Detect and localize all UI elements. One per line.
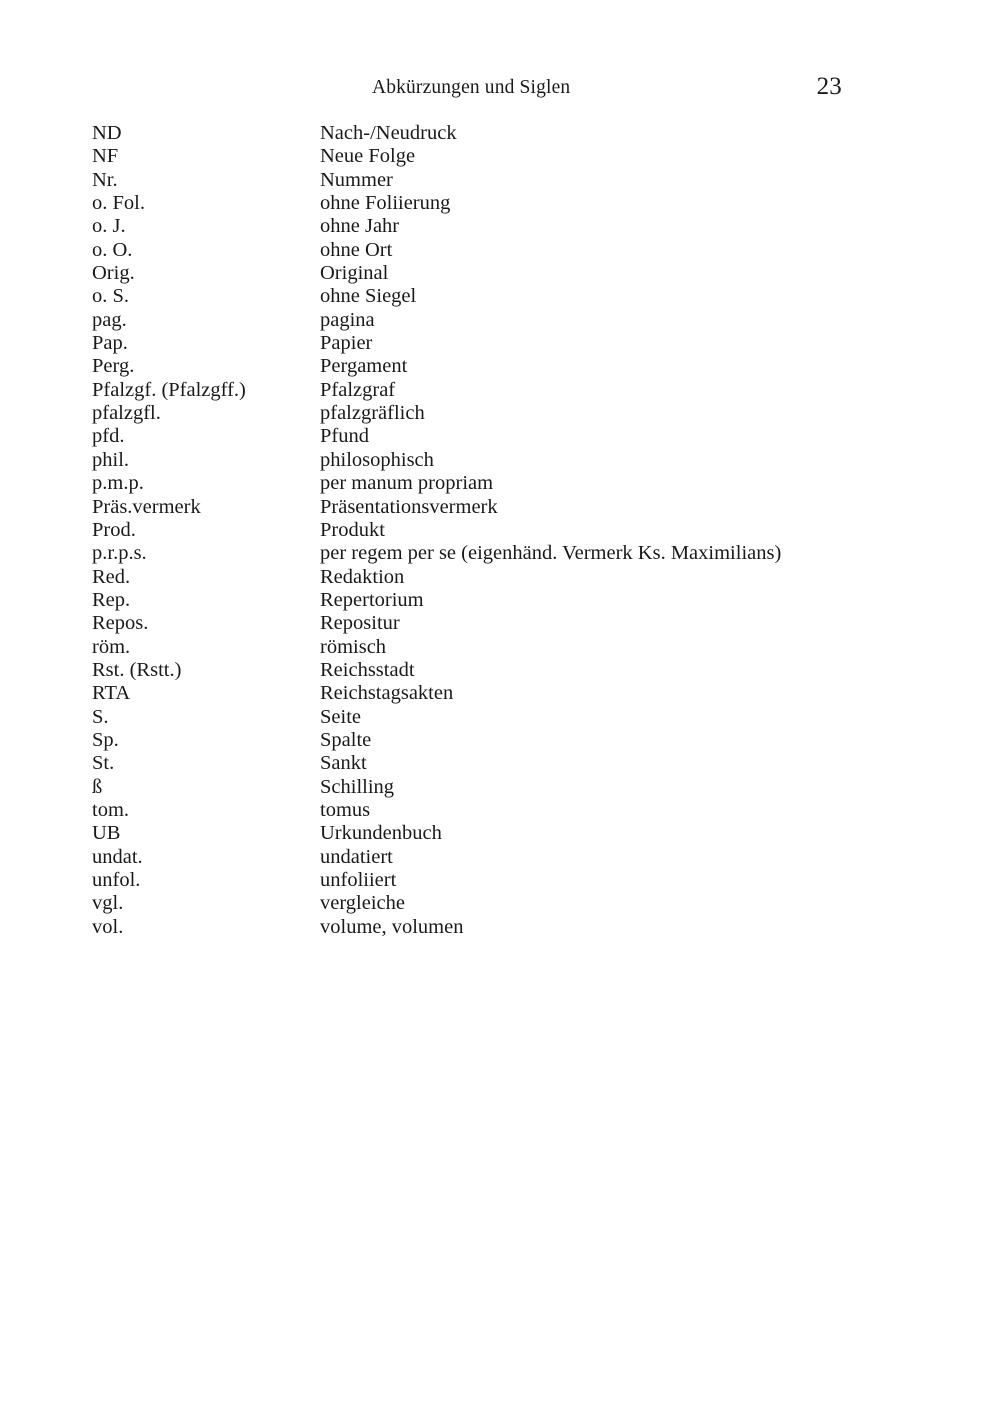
- abbreviation-term: o. Fol.: [92, 192, 145, 215]
- abbreviation-term: Sp.: [92, 728, 119, 751]
- abbreviation-definition: römisch: [320, 635, 387, 658]
- abbreviation-row: [92, 425, 922, 448]
- abbreviation-row: [92, 542, 922, 565]
- abbreviation-row: [92, 169, 922, 192]
- abbreviation-definition: Präsentationsvermerk: [320, 495, 498, 518]
- abbreviation-definition: pagina: [320, 308, 375, 331]
- running-head: [92, 73, 912, 105]
- abbreviation-definition: undatiert: [320, 845, 393, 868]
- abbreviation-term: S.: [92, 705, 109, 728]
- abbreviation-definition: vergleiche: [320, 892, 405, 915]
- abbreviation-term: ND: [92, 122, 122, 144]
- abbreviation-definition: ohne Siegel: [320, 285, 417, 308]
- abbreviation-term: Orig.: [92, 262, 135, 285]
- abbreviation-term: vol.: [92, 915, 124, 938]
- abbreviation-row: [92, 916, 922, 939]
- abbreviation-row: [92, 192, 922, 215]
- abbreviation-definition: Reichstagsakten: [320, 682, 454, 705]
- abbreviation-term: RTA: [92, 682, 131, 705]
- abbreviation-row: [92, 215, 922, 238]
- abbreviation-definition: per manum propriam: [320, 472, 494, 495]
- abbreviation-row: [92, 472, 922, 495]
- abbreviation-definition: Papier: [320, 332, 373, 355]
- abbreviation-term: Rst. (Rstt.): [92, 658, 182, 681]
- abbreviation-definition: pfalzgräflich: [320, 402, 425, 425]
- abbreviation-definition: Urkundenbuch: [320, 822, 442, 845]
- abbreviation-row: [92, 262, 922, 285]
- abbreviation-definition: volume, volumen: [320, 915, 464, 938]
- abbreviation-term: Rep.: [92, 588, 131, 611]
- abbreviation-row: [92, 355, 922, 378]
- abbreviation-term: Nr.: [92, 168, 118, 191]
- abbreviation-term: o. S.: [92, 285, 130, 308]
- abbreviation-row: [92, 379, 922, 402]
- abbreviation-term: St.: [92, 752, 115, 775]
- abbreviation-row: [92, 519, 922, 542]
- abbreviation-list: [92, 122, 922, 939]
- abbreviation-definition: Seite: [320, 705, 361, 728]
- abbreviation-row: [92, 566, 922, 589]
- abbreviation-row: [92, 589, 922, 612]
- abbreviation-definition: ohne Jahr: [320, 215, 400, 238]
- page-number: 23: [816, 73, 842, 100]
- abbreviation-term: Prod.: [92, 518, 136, 541]
- abbreviation-definition: tomus: [320, 798, 371, 821]
- abbreviation-term: o. O.: [92, 238, 133, 261]
- abbreviation-term: Red.: [92, 565, 131, 588]
- abbreviation-term: pfd.: [92, 425, 125, 448]
- abbreviation-definition: Produkt: [320, 518, 385, 541]
- abbreviation-term: NF: [92, 145, 119, 168]
- abbreviation-row: [92, 285, 922, 308]
- abbreviation-definition: Neue Folge: [320, 145, 416, 168]
- abbreviation-definition: philosophisch: [320, 448, 434, 471]
- abbreviation-row: [92, 332, 922, 355]
- abbreviation-definition: Repertorium: [320, 588, 424, 611]
- abbreviation-definition: Reichsstadt: [320, 658, 415, 681]
- abbreviation-term: phil.: [92, 448, 130, 471]
- abbreviation-definition: Schilling: [320, 775, 395, 798]
- abbreviation-row: [92, 776, 922, 799]
- abbreviation-term: pfalzgfl.: [92, 402, 161, 425]
- abbreviation-definition: ohne Ort: [320, 238, 393, 261]
- abbreviation-term: p.r.p.s.: [92, 542, 147, 565]
- abbreviation-definition: Repositur: [320, 612, 400, 635]
- abbreviation-definition: Original: [320, 262, 389, 285]
- abbreviation-row: [92, 145, 922, 168]
- abbreviation-term: pag.: [92, 308, 127, 331]
- abbreviation-row: [92, 612, 922, 635]
- abbreviation-definition: ohne Foliierung: [320, 192, 451, 215]
- abbreviation-term: Pfalzgf. (Pfalzgff.): [92, 378, 246, 401]
- abbreviation-row: [92, 706, 922, 729]
- running-head-title: Abkürzungen und Siglen: [372, 77, 571, 98]
- abbreviation-definition: Pfund: [320, 425, 369, 448]
- abbreviation-row: [92, 449, 922, 472]
- abbreviation-term: Präs.vermerk: [92, 495, 201, 518]
- abbreviation-row: [92, 496, 922, 519]
- abbreviation-definition: Pfalzgraf: [320, 378, 396, 401]
- abbreviation-term: tom.: [92, 798, 130, 821]
- abbreviation-term: vgl.: [92, 892, 124, 915]
- abbreviation-term: ß: [92, 775, 103, 798]
- abbreviation-definition: unfoliiert: [320, 869, 397, 891]
- abbreviation-definition: Spalte: [320, 728, 372, 751]
- abbreviation-row: [92, 682, 922, 705]
- abbreviation-row: [92, 239, 922, 262]
- abbreviation-row: [92, 659, 922, 682]
- abbreviation-row: [92, 402, 922, 425]
- abbreviation-row: [92, 822, 922, 845]
- abbreviation-row: [92, 846, 922, 869]
- abbreviation-definition: Nach-/Neudruck: [320, 122, 457, 144]
- abbreviation-row: [92, 729, 922, 752]
- abbreviation-row: [92, 892, 922, 915]
- abbreviation-row: [92, 309, 922, 332]
- abbreviation-term: Perg.: [92, 355, 135, 378]
- abbreviation-row: [92, 869, 922, 892]
- abbreviation-term: UB: [92, 822, 121, 845]
- abbreviation-definition: Nummer: [320, 168, 393, 191]
- abbreviation-term: undat.: [92, 845, 143, 868]
- abbreviation-row: [92, 122, 922, 145]
- abbreviation-term: o. J.: [92, 215, 126, 238]
- abbreviation-row: [92, 799, 922, 822]
- abbreviation-definition: Redaktion: [320, 565, 405, 588]
- abbreviation-term: Repos.: [92, 612, 149, 635]
- abbreviation-row: [92, 752, 922, 775]
- abbreviation-term: p.m.p.: [92, 472, 144, 495]
- abbreviation-definition: Pergament: [320, 355, 408, 378]
- abbreviation-term: unfol.: [92, 869, 141, 891]
- abbreviation-definition: per regem per se (eigenhänd. Vermerk Ks. Maximilians): [320, 542, 782, 565]
- abbreviation-term: Pap.: [92, 332, 128, 355]
- abbreviation-definition: Sankt: [320, 752, 367, 775]
- abbreviation-term: röm.: [92, 635, 131, 658]
- abbreviation-row: [92, 636, 922, 659]
